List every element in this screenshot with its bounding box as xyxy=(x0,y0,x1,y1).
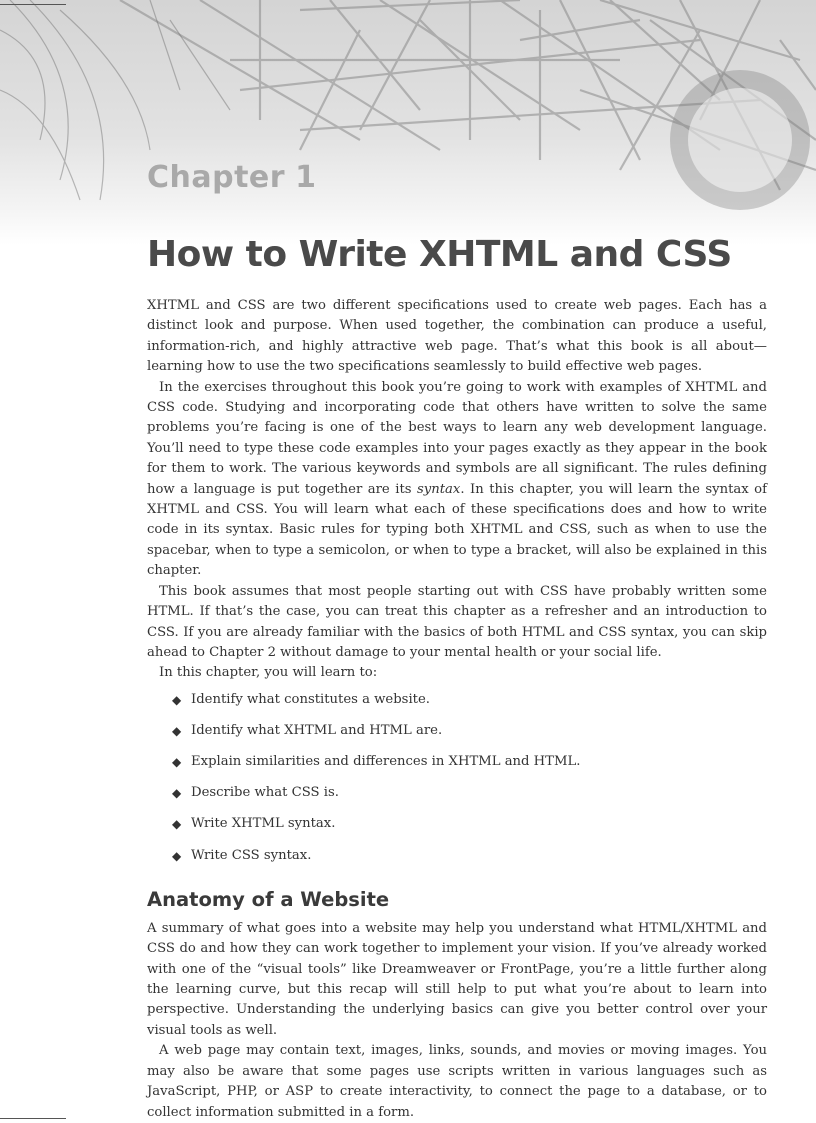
section-paragraph-2: A web page may contain text, images, links, sounds, and movies or moving images. You may also be aware that some pages use scripts written in various languages such as JavaScript, PHP, or ASP to create interactivity, to connect the page to a database, or to collect information submitted in a form. xyxy=(147,1043,767,1120)
intro-paragraph-3: This book assumes that most people starting out with CSS have probably written some HTML. If that’s the case, you can treat this chapter as a refresher and an introduction to CSS. If you are already familiar with the basics of both HTML and CSS syntax, you can skip ahead to Chapter 2 without damage to your mental health or your social life. xyxy=(147,583,767,660)
objectives-list xyxy=(147,690,767,877)
section-paragraph-1: A summary of what goes into a website may help you understand what HTML/XHTML and CSS do and how they can work together to implement your vision. If you’ve already worked with one of the “visual tools” like Dreamweaver or FrontPage, you’re a little further along the learning curve, but this recap will still help to put what you’re about to learn into perspective. Understanding the underlying basics can give you better control over your visual tools as well. xyxy=(147,920,767,1038)
header-line-pattern xyxy=(0,0,816,245)
bullet-diamond-icon: ◆ xyxy=(172,755,182,770)
crop-mark-top xyxy=(0,4,66,5)
syntax-term: syntax xyxy=(417,481,461,497)
bullet-diamond-icon: ◆ xyxy=(172,692,182,707)
chapter-label xyxy=(147,160,316,195)
list-item xyxy=(147,783,767,814)
chapter-number: 1 xyxy=(295,160,317,195)
objective-text: Describe what CSS is. xyxy=(191,785,339,801)
objective-text: Explain similarities and differences in XHTML and HTML. xyxy=(191,754,581,770)
crop-mark-bottom xyxy=(0,1118,66,1119)
list-item xyxy=(147,690,767,721)
chapter-title: How to Write XHTML and CSS xyxy=(147,234,732,275)
objective-text: Write XHTML syntax. xyxy=(191,816,336,832)
chapter-word: Chapter xyxy=(147,160,286,195)
chapter-header-artwork xyxy=(0,0,816,245)
intro-p2-after: . In this chapter, you will learn the syntax of XHTML and CSS. You will learn what each of these specifications does and how to write code in its syntax. Basic rules for typing both XHTML and CSS, such as when to use the spacebar, when to type a semicolon, or when to type a bracket, will also be explained in this chapter. xyxy=(147,481,767,579)
list-item xyxy=(147,752,767,783)
intro-paragraph-1: XHTML and CSS are two different specifications used to create web pages. Each has a distinct look and purpose. When used together, the combination can produce a useful, information-rich, and highly attractive web page. That’s what this book is all about—learning how to use the two specifications seamlessly to build effective web pages. xyxy=(147,298,767,375)
section-body xyxy=(147,919,767,1123)
bullet-diamond-icon: ◆ xyxy=(172,786,182,801)
objective-text: Identify what XHTML and HTML are. xyxy=(191,722,443,738)
objective-text: Identify what constitutes a website. xyxy=(191,691,430,707)
body-text xyxy=(147,296,767,1123)
list-item xyxy=(147,721,767,752)
section-heading: Anatomy of a Website xyxy=(147,887,390,911)
objective-text: Write CSS syntax. xyxy=(191,847,312,863)
intro-paragraph-2 xyxy=(147,378,767,582)
intro-paragraph-4: In this chapter, you will learn to: xyxy=(159,665,378,681)
list-item xyxy=(147,814,767,845)
bullet-diamond-icon: ◆ xyxy=(172,817,182,832)
bullet-diamond-icon: ◆ xyxy=(172,848,182,863)
intro-p2-before: In the exercises throughout this book you’re going to work with examples of XHTML and CSS code. Studying and incorporating code that others have written to solve the same problems you’re facing is one of the best ways to learn any web development language. You’ll need to type these code examples into your pages exactly as they appear in the book for them to work. The various keywords and symbols are all significant. The rules defining how a language is put together are its xyxy=(147,379,767,497)
bullet-diamond-icon: ◆ xyxy=(172,723,182,738)
list-item xyxy=(147,846,767,877)
